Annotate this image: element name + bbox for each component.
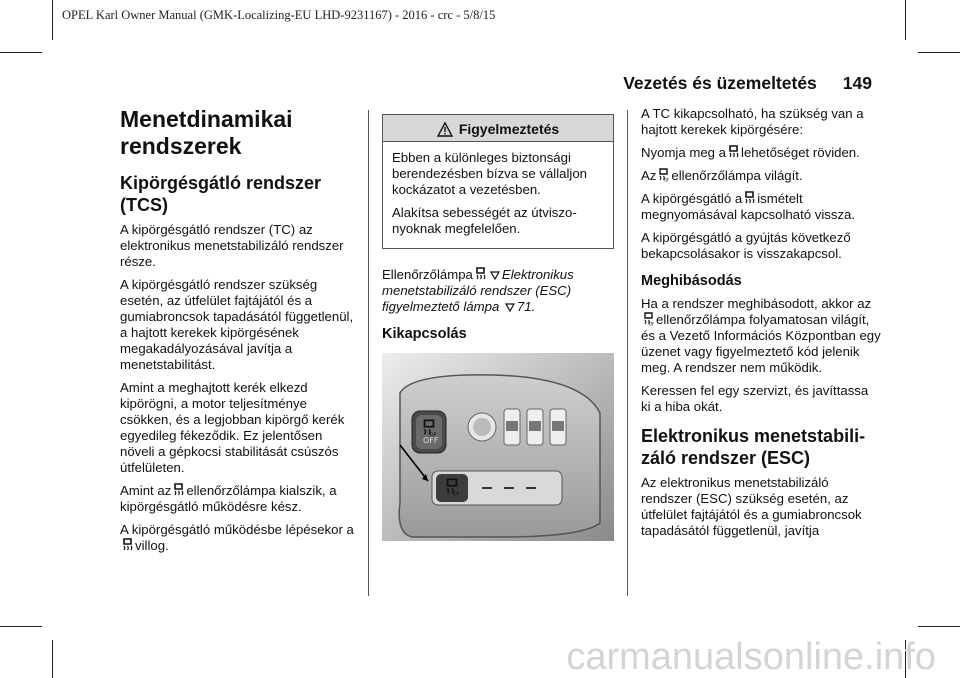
column-left <box>120 106 356 561</box>
text: ismételt megnyomásával kapcsolható vissza. <box>641 191 856 222</box>
paragraph: Ebben a különleges biztonsági berendezésben bízva se vállaljon kockázatot a vezetésben. <box>392 150 588 197</box>
reference-arrow-icon <box>505 302 515 312</box>
text: ellenőrzőlámpa világít. <box>671 168 803 183</box>
paragraph <box>641 296 881 376</box>
paragraph: A kipörgésgátló a gyújtás következő bekapcsolásakor is visszakapcsol. <box>641 230 851 261</box>
paragraph-reference <box>382 267 614 315</box>
crop-mark <box>918 52 960 53</box>
text: Nyomja meg a <box>641 145 727 160</box>
section-heading-kikapcsolas: Kikapcsolás <box>382 326 467 342</box>
text: Az <box>641 168 657 183</box>
text: Ha a rendszer meghibásodott, akkor az <box>641 296 872 311</box>
warning-icon <box>437 122 453 137</box>
reference-arrow-icon <box>490 270 500 280</box>
paragraph: Keressen fel egy szervizt, és javíttassa ki a hiba okát. <box>641 383 869 414</box>
paragraph <box>641 168 881 184</box>
traction-control-icon <box>728 145 739 159</box>
text: Amint az <box>120 483 172 498</box>
section-title: Vezetés és üzemeltetés <box>623 73 817 93</box>
traction-control-icon <box>744 191 755 205</box>
column-divider <box>627 110 628 596</box>
section-heading-esc: Elektronikus menetstabilizáló rendszer (ESC) <box>641 426 866 468</box>
traction-control-icon <box>475 267 486 281</box>
crop-mark <box>52 0 53 40</box>
text: ellenőrzőlámpa kialszik, a kipörgésgátló működésre kész. <box>120 483 337 514</box>
column-middle <box>382 106 614 541</box>
reference-page[interactable]: 71. <box>516 299 536 314</box>
text: lehetőséget röviden. <box>741 145 860 160</box>
text: A kipörgésgátló a <box>641 191 743 206</box>
column-divider <box>368 110 369 596</box>
warning-header <box>383 115 613 142</box>
traction-control-off-icon <box>658 168 669 182</box>
text: ellenőrzőlámpa folyamatosan világít, és a Vezető Információs Központban egy üzenet vagy figyelmeztető kód jelenik meg. A rendszer nem működik. <box>641 312 881 375</box>
paragraph: A kipörgésgátló rendszer szükség esetén, az útfelület fajtájától és a gumiabroncsok tapadásától függetlenül, a hajtott kerekek kipörgésének megakadályozásával javítja a menetstabilitást. <box>120 277 354 372</box>
section-heading-meghibasodas: Meghibásodás <box>641 273 742 289</box>
traction-control-icon <box>173 483 184 497</box>
crop-mark <box>0 626 42 627</box>
paragraph: Alakítsa sebességét az útviszonyoknak megfelelően. <box>392 205 577 236</box>
column-right <box>641 106 881 546</box>
traction-control-icon <box>122 538 133 552</box>
paragraph <box>641 191 881 223</box>
warning-body <box>383 142 613 248</box>
warning-title: Figyelmeztetés <box>458 121 560 137</box>
text: villog. <box>135 538 169 553</box>
text: Ellenőrzőlámpa <box>382 267 473 282</box>
paragraph: A TC kikapcsolható, ha szükség van a hajtott kerekek kipörgésére: <box>641 106 864 137</box>
crop-mark <box>0 52 42 53</box>
photo-off-label: OFF <box>423 436 439 445</box>
page-number: 149 <box>842 73 872 93</box>
crop-mark <box>918 626 960 627</box>
running-header <box>623 73 872 94</box>
paragraph <box>120 522 356 554</box>
traction-control-off-icon <box>643 312 654 326</box>
watermark <box>566 636 936 678</box>
paragraph <box>120 483 356 515</box>
paragraph: A kipörgésgátló rendszer (TC) az elektronikus menetstabilizáló rendszer része. <box>120 222 344 269</box>
watermark-text: carmanualsonline.info <box>566 636 936 678</box>
page-title: Menetdinamikai rendszerek <box>120 106 293 159</box>
section-heading-tcs: Kipörgésgátló rendszer (TCS) <box>120 173 322 215</box>
crop-mark <box>905 0 906 40</box>
text: A kipörgésgátló működésbe lépésekor a <box>120 522 354 537</box>
document-id: OPEL Karl Owner Manual (GMK-Localizing-EU LHD-9231167) - 2016 - crc - 5/8/15 <box>62 8 496 22</box>
reference-link[interactable]: Elektronikus menetstabilizáló rendszer (ESC) figyelmeztető lámpa <box>382 267 574 314</box>
dashboard-switch-photo <box>382 353 614 541</box>
paragraph: Amint a meghajtott kerék elkezd kipörögni, a motor teljesítménye csökken, és a legjobban kipörgő kerék egyedileg fékeződik. Ez jelentősen növeli a gépkocsi stabilitását csúszós útfelületen. <box>120 380 345 475</box>
paragraph: Az elektronikus menetstabilizáló rendszer (ESC) szükség esetén, az útfelület fajtájától és a gumiabroncsok tapadásától függetlenül, javítja <box>641 475 862 538</box>
paragraph <box>641 145 881 161</box>
warning-box <box>382 114 614 249</box>
crop-mark <box>52 640 53 678</box>
